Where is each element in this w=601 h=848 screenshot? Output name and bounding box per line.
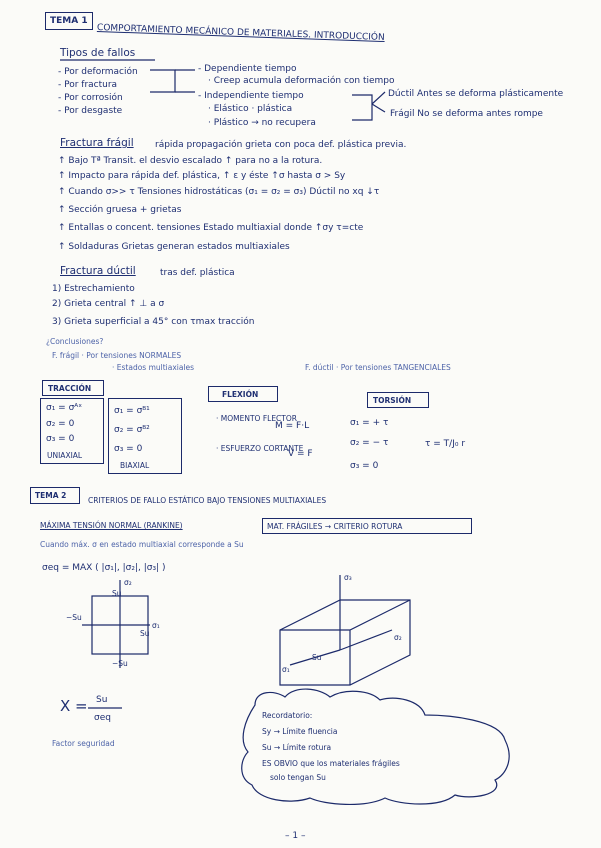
tema1-title: COMPORTAMIENTO MECÁNICO DE MATERIALES. INTRODUCCIÓN [96, 23, 385, 44]
f-fragil: F. frágil · Por tensiones NORMALES [52, 351, 182, 360]
torsion-eq: σ₃ = 0 [350, 461, 379, 471]
fallo-independiente: - Independiente tiempo [198, 91, 304, 101]
plot3d-su: Su [312, 653, 322, 662]
fragil-line: ↑ Sección gruesa + grietas [58, 205, 182, 215]
cloud-line: Recordatorio: [262, 711, 313, 720]
traccion-eq: σ₃ = 0 [46, 434, 75, 444]
brace-right [352, 95, 372, 120]
f-fragil-2: · Estados multiaxiales [112, 363, 195, 372]
ductil-title-rest: tras def. plástica [160, 268, 235, 278]
fragil-title: Fractura frágil [60, 137, 134, 149]
fallo-item: - Por desgaste [58, 106, 123, 116]
traccion-eq: σ₂ = σᴮ² [114, 425, 150, 435]
flexion-momento: · MOMENTO FLECTOR [216, 414, 297, 423]
ductil-step: 2) Grieta central ↑ ⊥ a σ [52, 299, 165, 309]
brace-left [150, 70, 175, 92]
flexion-cortante: · ESFUERZO CORTANTE [216, 444, 304, 453]
fragil-title-rest: rápida propagación grieta con poca def. plástica previa. [155, 140, 407, 150]
cube-outline [280, 600, 410, 685]
fallo-item: - Por corrosión [58, 93, 123, 103]
fragil-def: Frágil No se deforma antes rompe [390, 109, 543, 119]
rankine-desc: Cuando máx. σ en estado multiaxial corresponde a Su [40, 540, 244, 549]
cube-edges [280, 600, 410, 685]
torsion-tau: τ = T/J₀ r [425, 439, 466, 449]
plot2d-s2: σ₂ [124, 578, 132, 587]
traccion-eq: σ₁ = σᴬˣ [46, 403, 83, 413]
ductil-def: Dúctil Antes se deforma plásticamente [388, 89, 564, 99]
factor-label: Factor seguridad [52, 739, 115, 748]
traccion-eq: σ₂ = 0 [46, 419, 75, 429]
rankine-formula: σeq = MAX ( |σ₁|, |σ₂|, |σ₃| ) [42, 563, 166, 573]
factor-num: Su [96, 695, 108, 705]
cloud-line: solo tengan Su [270, 773, 326, 782]
flexion-label: FLEXIÓN [222, 390, 259, 399]
tema1-label: TEMA 1 [50, 16, 88, 26]
traccion-eq: σ₃ = 0 [114, 444, 143, 454]
arrow-split [372, 92, 385, 112]
fragil-line: ↑ Entallas o concent. tensiones Estado multiaxial donde ↑σy τ=cte [58, 223, 364, 233]
ductil-step: 3) Grieta superficial a 45° con τmax tracción [52, 317, 255, 327]
page-number: – 1 – [285, 831, 306, 841]
fallo-item: - Por fractura [58, 80, 118, 90]
torsion-eq: σ₁ = + τ [350, 418, 389, 428]
plot2d-su-top: Su [112, 589, 122, 598]
uniaxial-label: UNIAXIAL [47, 451, 83, 460]
fallo-item: - Por deformación [58, 67, 138, 77]
plot3d-s3: σ₃ [344, 573, 352, 582]
fragil-line: ↑ Impacto para rápida def. plástica, ↑ ε y éste ↑σ hasta σ > Sy [58, 171, 346, 181]
plot3d-s1: σ₁ [282, 665, 290, 674]
plot2d-su-left: −Su [66, 613, 82, 622]
cloud-line: Sy → Límite fluencia [262, 727, 338, 736]
ductil-step: 1) Estrechamiento [52, 284, 135, 294]
f-ductil: F. dúctil · Por tensiones TANGENCIALES [305, 363, 451, 372]
flexion-mf: M = F·L [275, 421, 310, 431]
fallo-creep: · Creep acumula deformación con tiempo [208, 76, 395, 86]
axis-s2 [340, 630, 392, 650]
fallo-plastico: · Plástico → no recupera [208, 118, 316, 128]
ductil-title: Fractura dúctil [60, 265, 136, 277]
rankine-title: MÁXIMA TENSIÓN NORMAL (RANKINE) [40, 521, 183, 530]
conclusiones: ¿Conclusiones? [46, 337, 104, 346]
traccion-eq: σ₁ = σᴮ¹ [114, 406, 150, 416]
traccion-label: TRACCIÓN [48, 384, 92, 393]
fragil-line: ↑ Soldaduras Grietas generan estados multiaxiales [58, 242, 290, 252]
factor-den: σeq [94, 713, 111, 723]
tema2-title: CRITERIOS DE FALLO ESTÁTICO BAJO TENSIONES MULTIAXIALES [88, 496, 327, 505]
rankine-criterio: MAT. FRÁGILES → CRITERIO ROTURA [267, 522, 403, 531]
cloud-line: Su → Límite rotura [262, 743, 332, 752]
factor-x: X = [60, 697, 88, 715]
plot2d-su-right: Su [140, 629, 150, 638]
fallos-title: Tipos de fallos [60, 47, 136, 59]
plot2d-s1: σ₁ [152, 621, 160, 630]
plot3d-s2: σ₂ [394, 633, 402, 642]
fragil-line: ↑ Cuando σ>> τ Tensiones hidrostáticas (σ₁ = σ₂ = σ₃) Dúctil no xq ↓τ [58, 187, 380, 197]
fragil-line: ↑ Bajo Tª Transit. el desvio escalado ↑ para no a la rotura. [58, 156, 323, 166]
torsion-eq: σ₂ = − τ [350, 438, 389, 448]
flexion-vf: V = F [288, 449, 313, 459]
fallo-elastico: · Elástico · plástica [208, 104, 293, 114]
tema2-label: TEMA 2 [35, 491, 67, 500]
plot2d-su-bottom: −Su [112, 659, 128, 668]
torsion-label: TORSIÓN [373, 396, 412, 405]
cloud-line: ES OBVIO que los materiales frágiles [262, 759, 400, 768]
biaxial-label: BIAXIAL [120, 461, 150, 470]
fallo-dependiente: - Dependiente tiempo [198, 64, 297, 74]
